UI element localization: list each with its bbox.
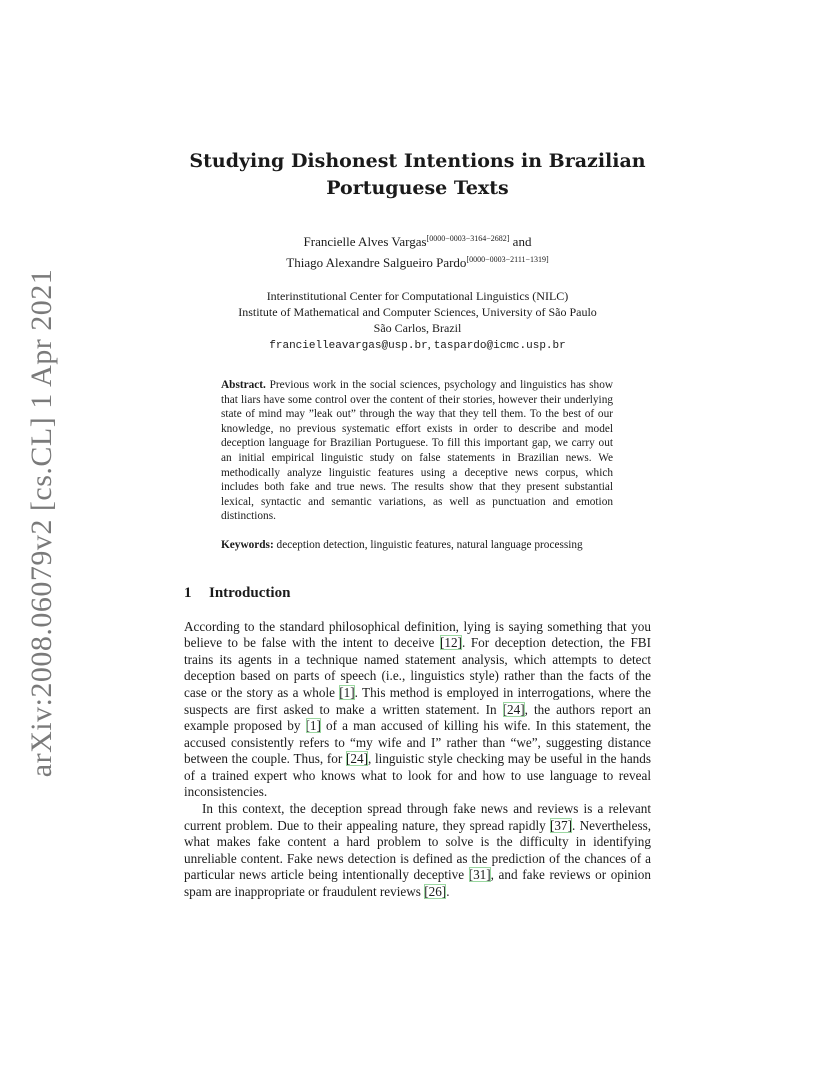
abstract-label: Abstract. xyxy=(221,379,266,391)
affiliation-line-1: Interinstitutional Center for Computational Linguistics (NILC) xyxy=(266,289,569,303)
author-conjunction: and xyxy=(512,234,532,249)
paper-page xyxy=(184,148,651,901)
title-line-1: Studying Dishonest Intentions in Brazilian xyxy=(189,150,646,172)
author-1-name: Francielle Alves Vargas xyxy=(303,234,427,249)
p1-text-3: . This method is employed in interrogations, where the suspects are first asked to make a written statement. In xyxy=(184,684,651,717)
title-line-2: Portuguese Texts xyxy=(326,177,509,199)
citation-link[interactable]: [31] xyxy=(468,867,491,883)
section-heading xyxy=(184,583,651,603)
email-line xyxy=(184,336,651,354)
p2-text-4: . xyxy=(446,884,450,900)
keywords-label: Keywords: xyxy=(221,538,274,551)
citation-link[interactable]: [12] xyxy=(439,635,462,651)
arxiv-id-text: arXiv:2008.06079v2 [cs.CL] 1 Apr 2021 xyxy=(25,268,59,778)
abstract xyxy=(221,378,613,524)
citation-link[interactable]: [26] xyxy=(424,884,447,900)
affiliation-block xyxy=(184,288,651,354)
affiliation-line-3: São Carlos, Brazil xyxy=(373,321,462,335)
p1-text-5: of a man accused of killing his wife. In this statement, the accused consistently refers to “my wife and I” rather than “we”, suggesting distance between the couple. Thus, for xyxy=(184,718,651,767)
p2-text-2: . Nevertheless, what makes fake content a hard problem to solve is the difficulty in identifying unreliable content. Fake news detection is defined as the prediction of the chances of a particular news article being intentionally deceptive xyxy=(184,817,652,883)
citation-link[interactable]: [37] xyxy=(550,817,572,833)
citation-link[interactable]: [24] xyxy=(345,751,368,767)
email-separator: , xyxy=(427,337,434,351)
author-2-name: Thiago Alexandre Salgueiro Pardo xyxy=(286,255,467,270)
citation-link[interactable]: [1] xyxy=(305,718,321,734)
p1-text-4: , the authors report an example proposed by xyxy=(184,701,651,734)
citation-link[interactable]: [1] xyxy=(339,684,355,700)
citation-link[interactable]: [24] xyxy=(502,701,525,717)
keywords-text: deception detection, linguistic features, natural language processing xyxy=(276,538,583,551)
arxiv-side-identifier xyxy=(20,268,64,778)
author-2-orcid: [0000−0003−2111−1319] xyxy=(466,255,549,264)
intro-paragraph-1 xyxy=(184,619,651,802)
email-2[interactable]: taspardo@icmc.usp.br xyxy=(433,340,566,352)
p1-text-1: According to the standard philosophical definition, lying is saying something that you believe to be false with the intent to deceive xyxy=(184,618,651,651)
email-1[interactable]: francielleavargas@usp.br xyxy=(269,340,428,352)
paper-title xyxy=(184,148,651,202)
intro-paragraph-2 xyxy=(184,801,651,901)
keywords xyxy=(221,538,613,553)
author-list xyxy=(184,230,651,272)
p2-text-1: In this context, the deception spread through fake news and reviews is a relevant current problem. Due to their appealing nature, they spread rapidly xyxy=(184,801,651,833)
abstract-text: Previous work in the social sciences, psychology and linguistics has show that liars have some control over the content of their stories, however their underlying state of mind may ”leak out” through the way that they tell them. To the best of our knowledge, no previous systematic effort exists in order to describe and model deception language for Brazilian Portuguese. To fill this important gap, we carry out an initial empirical linguistic study on false statements in Brazilian news. We methodically analyze linguistic features using a deceptive news corpus, which includes both fake and true news. The results show that they present substantial lexical, syntactic and semantic variations, as well as punctuation and emotion distinctions. xyxy=(221,379,613,523)
p1-text-2: . For deception detection, the FBI trains its agents in a technique named statement analysis, which attempts to detect deception based on parts of speech (i.e., linguistics style) rather than the facts of the case or the story as a whole xyxy=(184,635,651,700)
section-title: Introduction xyxy=(209,584,291,601)
author-1-orcid: [0000−0003−3164−2682] xyxy=(426,234,510,243)
affiliation-line-2: Institute of Mathematical and Computer Sciences, University of São Paulo xyxy=(238,305,597,319)
section-number: 1 xyxy=(184,584,192,601)
p1-text-6: , linguistic style checking may be useful in the hands of a trained expert who knows what to look for and how to use language to reveal inconsistencies. xyxy=(184,751,651,800)
p2-text-3: , and fake reviews or opinion spam are inappropriate or fraudulent reviews xyxy=(184,867,651,900)
